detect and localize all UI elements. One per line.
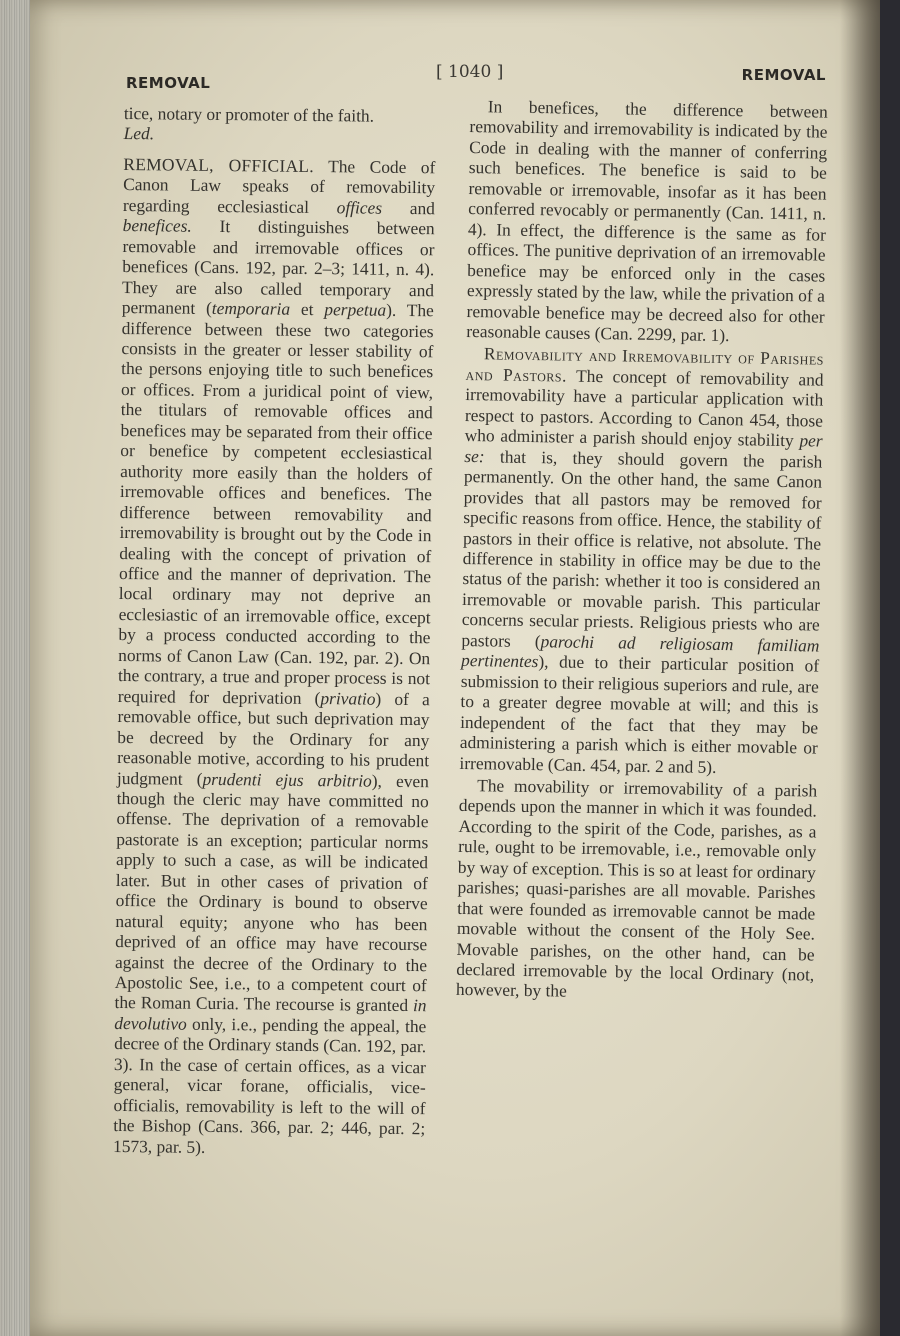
entry-text-5: ), even though the cleric may have committed no offense. The deprivation of a removable pastorate is an exception; particular norms apply to such a case, as will be indicated later. But in other cases of privation of office the Ordinary is bound to observe natural equity; anyone who has been deprived of an office may have recourse against the decree of the Ordinary to the Apostolic See, i.e., to a competent court of the Roman Curia. The recourse is granted bbox=[114, 770, 430, 1016]
header-right: REMOVAL bbox=[741, 66, 826, 84]
para-parishes-pastors bbox=[459, 343, 824, 778]
term-per-se: per se: bbox=[464, 430, 823, 466]
para-benefices: In benefices, the difference between removability and irremovability is indicated by the Code in dealing with the manner of conferring such benefices. The benefice is said to be removable or irremovable, insofar as it has been conferred revocably or permanently (Can. 1411, n. 4). In effect, the difference is the same as for offices. The punitive deprivation of an irremovable benefice may be enforced only in the cases expressly stated by the law, while the privation of a removable benefice may be decreed also for other reasonable causes (Can. 2299, par. 1). bbox=[466, 96, 828, 346]
word-et: et bbox=[300, 298, 314, 320]
spine-shadow bbox=[840, 0, 880, 1336]
entry-text-6: only, i.e., pending the appeal, the decree of the Ordinary stands (Can. 192, par. 3). In the case of certain offices, as a vicar general, vicar forane, officialis, vice-officialis, removability is left to the will of the Bishop (Cans. 366, par. 2; 446, par. 2; 1573, par. 5). bbox=[112, 1013, 427, 1157]
term-temporaria: temporaria bbox=[211, 298, 291, 319]
para2-text-a: The concept of removability and irremovability have a particular application with respect to pastors. According to Canon 454, those who administer a parish should enjoy stability bbox=[464, 365, 824, 451]
left-column bbox=[113, 103, 436, 1159]
para-movability: The movability or irremovability of a parish depends upon the manner in which it was founded. According to the spirit of the Code, parishes, as a rule, ought to be irremovable, i.e., removable only by way of exception. This is so at least for ordinary parishes; quasi-parishes are all movable. Parishes that were founded as irremovable cannot be made movable without the consent of the Holy See. Movable parishes, on the other hand, can be declared irremovable by the local Ordinary (not, however, by the bbox=[455, 775, 818, 1002]
author-initials: Led. bbox=[123, 123, 155, 144]
entry-removal-official bbox=[113, 154, 435, 1159]
entry-text-1: The Code of Canon Law speaks of removability regarding ecclesiastical bbox=[122, 156, 436, 217]
running-header bbox=[96, 60, 826, 94]
term-benefices: benefices. bbox=[122, 215, 192, 236]
page-number: [ 1040 ] bbox=[436, 62, 504, 82]
para2-text-b: that is, they should govern the parish permanently. On the other hand, the same Canon provides that all pastors may be removed for specific reasons from office. Hence, the stability of pastors in their office is relative, not absolute. The difference in stability in office may be due to the status of the parish: whether it too is considered an irremovable or movable parish. This particular concerns secular priests. Religious priests who are pastors ( bbox=[461, 446, 823, 651]
background-right bbox=[880, 0, 900, 1336]
subheading: Removability and Irremovability of Parishes and Pastors. bbox=[465, 343, 825, 386]
continuation-text bbox=[124, 103, 436, 147]
header-left: REMOVAL bbox=[126, 74, 211, 92]
term-devolutivo: in devolutivo bbox=[114, 995, 427, 1034]
term-prudenti: prudenti ejus arbitrio bbox=[202, 768, 372, 791]
term-perpetua: perpetua bbox=[324, 299, 387, 320]
entry-text-3: ). The difference between these two categories consists in the greater or lesser stability of the persons enjoying title to such benefices or offices. From a juridical point of view, the titulars of removable offices and benefices may be separated from their office or benefice by competent ecclesiastical authority more easily than the holders of irremovable offices and benefices. The difference between removability and irremovability is brought out by the Code in dealing with the concept of privation of office and the manner of deprivation. The local ordinary may not deprive an ecclesiastic of an irremovable office, except by a process conducted according to the norms of Canon Law (Can. 192, par. 2). On the contrary, a true and proper process is not required for deprivation ( bbox=[117, 299, 434, 708]
term-parochi: parochi ad religiosam familiam pertinentes bbox=[460, 630, 820, 672]
term-privatio: privatio bbox=[320, 687, 376, 709]
entry-text-2: It distinguishes between removable and irremovable offices or benefices (Cans. 192, par. 2–3; 1411, n. 4). They are also called temporary and permanent ( bbox=[121, 216, 435, 319]
entry-text-4: ) of a removable office, but such deprivation may be decreed by the Ordinary for any reasonable motive, according to his prudent judgment ( bbox=[116, 688, 430, 789]
word-and: and bbox=[409, 197, 436, 219]
entry-heading: REMOVAL, OFFICIAL. bbox=[123, 153, 315, 176]
continuation-line: tice, notary or promoter of the faith. bbox=[123, 103, 375, 126]
right-column bbox=[456, 96, 828, 1005]
term-offices: offices bbox=[336, 197, 383, 218]
para2-text-c: ), due to their particular position of submission to their religious superiors and rule, are to a greater degree movable at will; and this is independent of the fact that they may be administering a parish which is either movable or irremovable (Can. 454, par. 2 and 5). bbox=[459, 651, 820, 777]
